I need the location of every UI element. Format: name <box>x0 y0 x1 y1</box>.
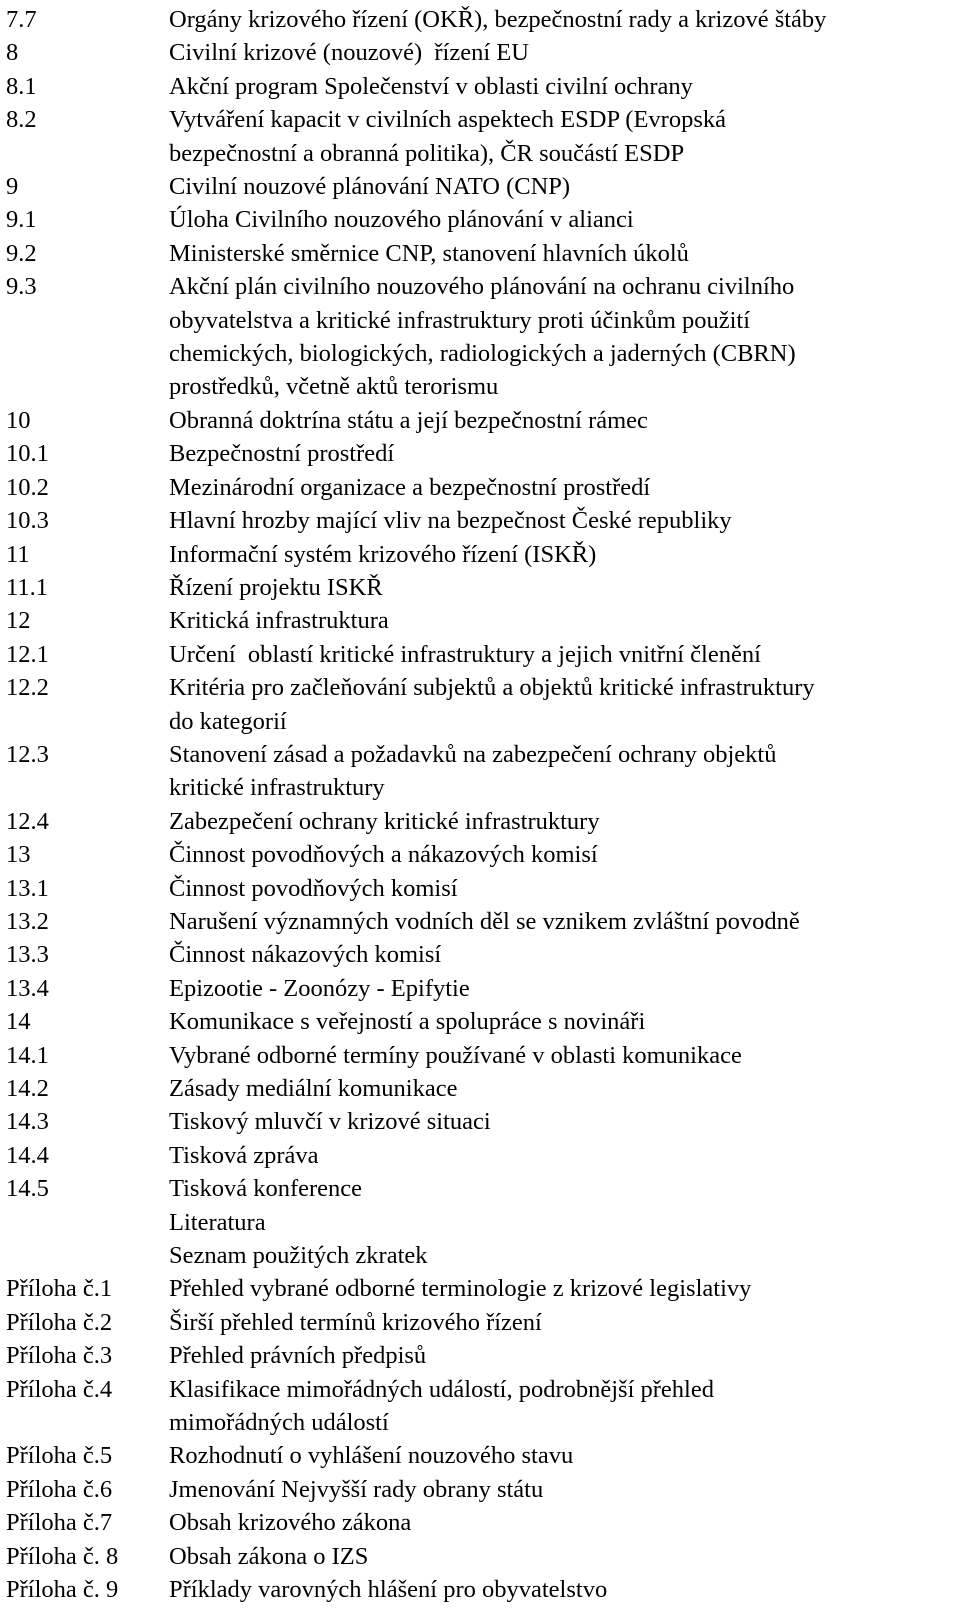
toc-entry <box>6 1506 954 1539</box>
toc-entry <box>6 1306 954 1339</box>
toc-entry-number: 13.3 <box>6 941 49 969</box>
toc-entry-title <box>169 1105 954 1138</box>
toc-entry-title-line: Tisková konference <box>169 1175 363 1203</box>
toc-entry-title <box>169 504 954 537</box>
toc-entry <box>6 1139 954 1172</box>
toc-entry <box>6 504 954 537</box>
toc-entry-title <box>169 471 954 504</box>
toc-entry-number: Příloha č.4 <box>6 1375 113 1403</box>
toc-entry-number: 14.1 <box>6 1041 49 1069</box>
toc-entry-title <box>169 805 954 838</box>
toc-entry-number: 8 <box>6 39 19 67</box>
toc-entry-number: 13.4 <box>6 974 49 1002</box>
toc-entry-title-line: Zásady mediální komunikace <box>169 1075 458 1102</box>
toc-entry <box>6 170 954 203</box>
toc-entry <box>6 905 954 938</box>
toc-entry <box>6 1272 954 1305</box>
toc-entry <box>6 872 954 905</box>
toc-entry-number: 14.5 <box>6 1175 49 1203</box>
toc-entry-title-line: prostředků, včetně aktů terorismu <box>169 373 499 401</box>
toc-entry-title-line: bezpečnostní a obranná politika), ČR součástí ESDP <box>169 139 685 167</box>
toc-entry-title <box>169 36 954 69</box>
toc-entry-title-line: Vytváření kapacit v civilních aspektech ESDP (Evropská <box>169 106 726 134</box>
toc-entry-title-line: Hlavní hrozby mající vliv na bezpečnost České republiky <box>169 507 732 535</box>
toc-entry-number: 11.1 <box>6 573 48 601</box>
toc-entry-title-line: Činnost povodňových a nákazových komisí <box>169 841 598 869</box>
toc-entry-number: Příloha č. 8 <box>6 1542 119 1570</box>
toc-entry-title <box>169 1005 954 1038</box>
toc-entry-title-line: Jmenování Nejvyšší rady obrany státu <box>169 1475 544 1503</box>
toc-entry-title-line: Tisková zpráva <box>169 1141 319 1169</box>
toc-entry <box>6 604 954 637</box>
toc-entry-number: 8.1 <box>6 72 37 100</box>
toc-entry-number: Příloha č.6 <box>6 1475 113 1503</box>
toc-entry <box>6 1373 954 1440</box>
toc-entry-title <box>169 905 954 938</box>
table-of-contents <box>6 3 954 1607</box>
toc-entry-title-line: Ministerské směrnice CNP, stanovení hlavních úkolů <box>169 239 689 267</box>
toc-entry <box>6 571 954 604</box>
toc-entry-title <box>169 1239 954 1272</box>
toc-entry-title-line: Obranná doktrína státu a její bezpečnostní rámec <box>169 406 648 434</box>
toc-entry-number: 14.3 <box>6 1108 49 1136</box>
toc-entry <box>6 1039 954 1072</box>
toc-entry-number: 14 <box>6 1008 31 1036</box>
toc-entry-title <box>169 972 954 1005</box>
toc-entry <box>6 1206 954 1239</box>
toc-entry-title-line: Kritická infrastruktura <box>169 607 389 635</box>
toc-entry-number: 10 <box>6 406 31 434</box>
toc-entry-title <box>169 738 954 805</box>
toc-entry <box>6 671 954 738</box>
toc-entry-title <box>169 1072 954 1105</box>
toc-entry-number: Příloha č.2 <box>6 1308 113 1336</box>
toc-entry <box>6 1072 954 1105</box>
toc-entry-title-line: Civilní krizové (nouzové) řízení EU <box>169 39 529 67</box>
toc-entry-title <box>169 3 954 36</box>
toc-entry <box>6 838 954 871</box>
toc-entry-title <box>169 1506 954 1539</box>
toc-entry <box>6 203 954 236</box>
toc-entry-title-line: do kategorií <box>169 707 287 735</box>
toc-entry-title-line: Literatura <box>169 1208 266 1236</box>
toc-entry <box>6 1339 954 1372</box>
toc-entry <box>6 1573 954 1606</box>
toc-entry-title <box>169 437 954 470</box>
toc-entry-number: 13 <box>6 841 31 869</box>
toc-entry-title <box>169 671 954 738</box>
toc-entry <box>6 938 954 971</box>
toc-entry-title-line: Zabezpečení ochrany kritické infrastruktury <box>169 807 600 835</box>
toc-entry <box>6 1005 954 1038</box>
toc-entry-title <box>169 1139 954 1172</box>
toc-entry-number: Příloha č.5 <box>6 1442 113 1470</box>
toc-entry-number: 10.2 <box>6 473 49 501</box>
toc-entry-title-line: Řízení projektu ISKŘ <box>169 573 383 601</box>
toc-entry-title <box>169 538 954 571</box>
toc-entry-title <box>169 1540 954 1573</box>
toc-entry-number: Příloha č.7 <box>6 1509 113 1537</box>
toc-entry-number: 12.2 <box>6 674 49 702</box>
toc-entry-title <box>169 938 954 971</box>
toc-entry-title <box>169 1439 954 1472</box>
toc-entry-title-line: Civilní nouzové plánování NATO (CNP) <box>169 173 571 201</box>
toc-entry-title-line: Vybrané odborné termíny používané v oblasti komunikace <box>169 1041 742 1069</box>
toc-entry <box>6 1105 954 1138</box>
toc-entry-number: 9.2 <box>6 239 37 267</box>
toc-entry <box>6 738 954 805</box>
toc-entry <box>6 270 954 404</box>
toc-entry-title <box>169 103 954 170</box>
toc-entry-number: 12.4 <box>6 807 49 835</box>
toc-entry-title <box>169 170 954 203</box>
toc-entry-number: 9 <box>6 173 19 201</box>
toc-entry-number: Příloha č.3 <box>6 1342 113 1370</box>
toc-entry-title <box>169 404 954 437</box>
toc-entry <box>6 471 954 504</box>
toc-entry-title-line: Akční program Společenství v oblasti civilní ochrany <box>169 72 693 100</box>
toc-entry-number: 10.3 <box>6 507 49 535</box>
toc-entry-title-line: Epizootie - Zoonózy - Epifytie <box>169 974 470 1002</box>
toc-entry-title <box>169 237 954 270</box>
toc-entry-number: Příloha č.1 <box>6 1275 113 1303</box>
toc-entry-title-line: Určení oblastí kritické infrastruktury a jejich vnitřní členění <box>169 640 761 668</box>
toc-entry-title <box>169 1306 954 1339</box>
toc-entry-title-line: Seznam použitých zkratek <box>169 1242 428 1270</box>
toc-entry-title <box>169 1373 954 1440</box>
toc-entry-title <box>169 1272 954 1305</box>
toc-entry-title <box>169 1573 954 1606</box>
toc-entry-title-line: Příklady varovných hlášení pro obyvatelstvo <box>169 1576 608 1604</box>
toc-entry-title-line: Přehled právních předpisů <box>169 1342 427 1370</box>
toc-entry-number: 14.4 <box>6 1141 49 1169</box>
toc-entry-number: 14.2 <box>6 1075 49 1102</box>
toc-entry-title-line: mimořádných událostí <box>169 1409 389 1437</box>
toc-entry-number: Příloha č. 9 <box>6 1576 119 1604</box>
toc-entry <box>6 437 954 470</box>
toc-entry-title <box>169 1206 954 1239</box>
toc-entry-title-line: Informační systém krizového řízení (ISKŘ) <box>169 540 597 568</box>
toc-entry-number: 10.1 <box>6 440 49 468</box>
toc-entry-title-line: Komunikace s veřejností a spolupráce s novináři <box>169 1008 646 1036</box>
toc-entry <box>6 1439 954 1472</box>
toc-entry-title-line: Akční plán civilního nouzového plánování na ochranu civilního <box>169 273 795 301</box>
toc-entry-title-line: Tiskový mluvčí v krizové situaci <box>169 1108 491 1136</box>
toc-entry-title <box>169 1172 954 1205</box>
toc-entry <box>6 3 954 36</box>
toc-entry-number: 11 <box>6 540 30 568</box>
toc-entry <box>6 103 954 170</box>
toc-entry-number: 12 <box>6 607 31 635</box>
toc-entry <box>6 1239 954 1272</box>
toc-entry-title <box>169 604 954 637</box>
toc-entry-title <box>169 838 954 871</box>
toc-entry-title <box>169 1339 954 1372</box>
toc-entry <box>6 237 954 270</box>
toc-entry-number: 12.1 <box>6 640 49 668</box>
toc-entry-number: 9.1 <box>6 206 37 234</box>
toc-entry-number: 7.7 <box>6 6 37 33</box>
toc-entry <box>6 70 954 103</box>
toc-entry-title-line: Orgány krizového řízení (OKŘ), bezpečnostní rady a krizové štáby <box>169 6 827 33</box>
toc-entry-number: 12.3 <box>6 740 49 768</box>
toc-entry-title-line: Kritéria pro začleňování subjektů a objektů kritické infrastruktury <box>169 674 815 702</box>
toc-entry <box>6 404 954 437</box>
toc-entry-title <box>169 203 954 236</box>
toc-entry <box>6 1172 954 1205</box>
toc-entry-title <box>169 571 954 604</box>
toc-entry <box>6 972 954 1005</box>
toc-entry-title <box>169 1473 954 1506</box>
toc-entry-title-line: Bezpečnostní prostředí <box>169 440 395 468</box>
toc-entry-title <box>169 270 954 404</box>
toc-entry <box>6 36 954 69</box>
toc-entry-title-line: Činnost nákazových komisí <box>169 941 442 969</box>
toc-entry-title-line: Narušení významných vodních děl se vznikem zvláštní povodně <box>169 907 800 935</box>
toc-entry-number: 13.1 <box>6 874 49 902</box>
toc-entry-number: 13.2 <box>6 907 49 935</box>
toc-entry <box>6 1540 954 1573</box>
toc-entry-title-line: Klasifikace mimořádných událostí, podrobnější přehled <box>169 1375 714 1403</box>
toc-entry-title <box>169 70 954 103</box>
toc-entry-title-line: Širší přehled termínů krizového řízení <box>169 1308 542 1336</box>
toc-entry <box>6 638 954 671</box>
toc-entry <box>6 538 954 571</box>
toc-entry-title-line: Mezinárodní organizace a bezpečnostní prostředí <box>169 473 651 501</box>
toc-entry <box>6 805 954 838</box>
toc-entry-title <box>169 638 954 671</box>
toc-entry-title-line: Obsah zákona o IZS <box>169 1542 369 1570</box>
toc-entry-title-line: kritické infrastruktury <box>169 774 385 802</box>
toc-entry-title-line: Rozhodnutí o vyhlášení nouzového stavu <box>169 1442 574 1470</box>
toc-entry-title <box>169 872 954 905</box>
toc-entry-title-line: Obsah krizového zákona <box>169 1509 412 1537</box>
toc-entry-title <box>169 1039 954 1072</box>
toc-entry-title-line: chemických, biologických, radiologických a jaderných (CBRN) <box>169 340 796 368</box>
toc-entry-number: 9.3 <box>6 273 37 301</box>
toc-entry <box>6 1473 954 1506</box>
toc-entry-title-line: Činnost povodňových komisí <box>169 874 458 902</box>
toc-entry-number: 8.2 <box>6 106 37 134</box>
toc-entry-title-line: Stanovení zásad a požadavků na zabezpečení ochrany objektů <box>169 740 777 768</box>
toc-entry-title-line: Úloha Civilního nouzového plánování v alianci <box>169 206 634 234</box>
toc-entry-title-line: obyvatelstva a kritické infrastruktury proti účinkům použití <box>169 306 751 334</box>
toc-entry-title-line: Přehled vybrané odborné terminologie z krizové legislativy <box>169 1275 752 1303</box>
